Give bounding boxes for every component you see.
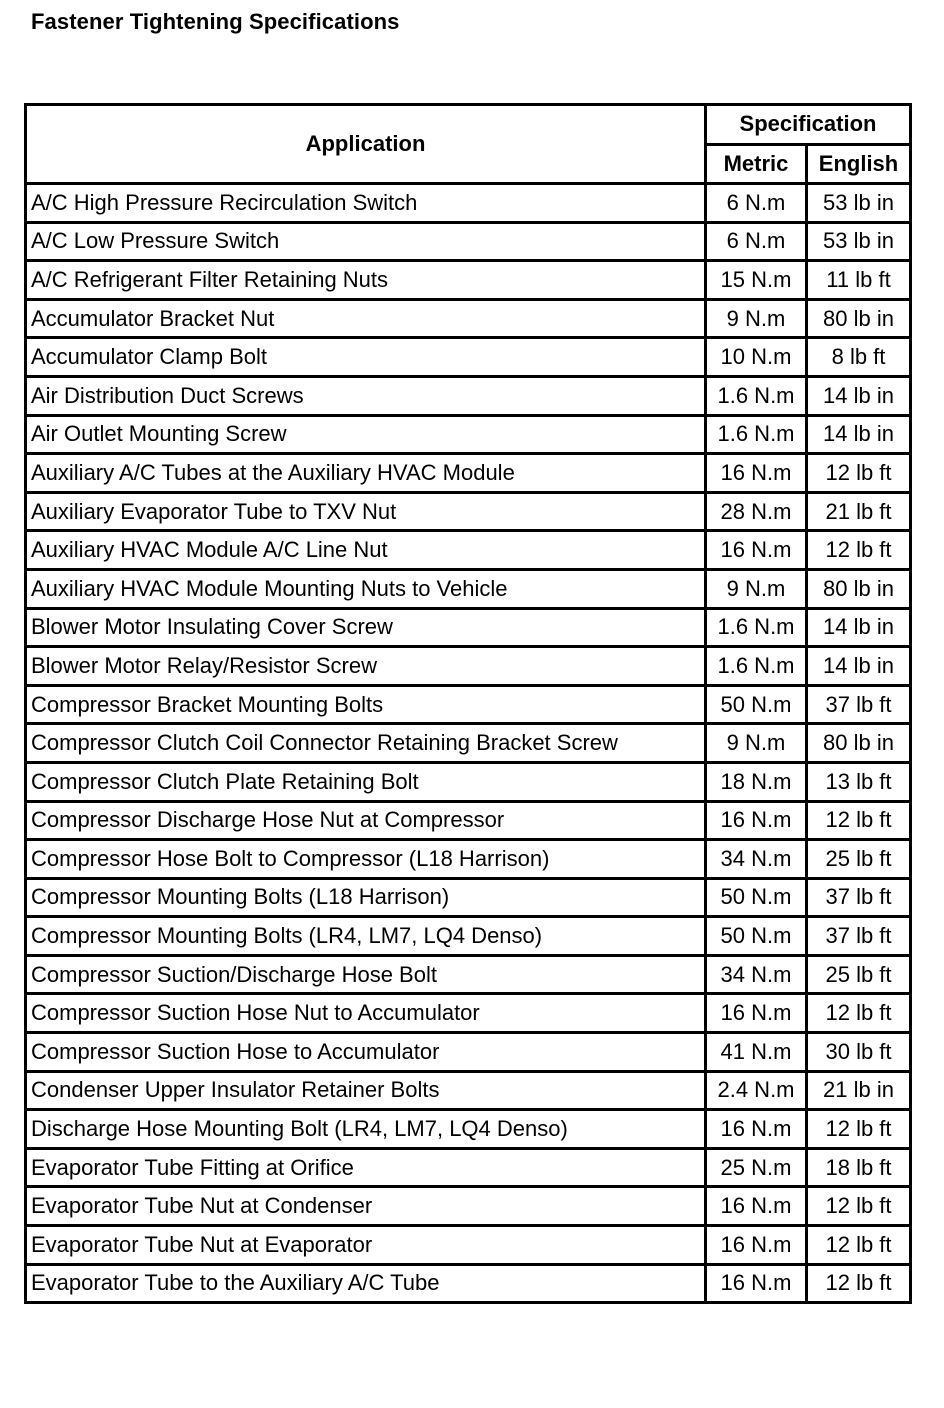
table-row xyxy=(26,647,911,686)
metric-cell: 50 N.m xyxy=(706,917,807,956)
application-cell: Auxiliary HVAC Module Mounting Nuts to Vehicle xyxy=(26,569,706,608)
table-row xyxy=(26,1033,911,1072)
english-header: English xyxy=(807,144,911,184)
metric-cell: 9 N.m xyxy=(706,724,807,763)
table-row xyxy=(26,840,911,879)
metric-cell: 16 N.m xyxy=(706,1110,807,1149)
table-row xyxy=(26,1110,911,1149)
page-title: Fastener Tightening Specifications xyxy=(31,9,400,34)
english-cell: 30 lb ft xyxy=(807,1033,911,1072)
application-cell: Air Distribution Duct Screws xyxy=(26,376,706,415)
metric-cell: 16 N.m xyxy=(706,801,807,840)
table-row xyxy=(26,801,911,840)
english-cell: 53 lb in xyxy=(807,222,911,261)
metric-cell: 2.4 N.m xyxy=(706,1071,807,1110)
english-cell: 21 lb in xyxy=(807,1071,911,1110)
application-cell: Air Outlet Mounting Screw xyxy=(26,415,706,454)
metric-cell: 16 N.m xyxy=(706,1187,807,1226)
english-cell: 12 lb ft xyxy=(807,1264,911,1303)
table-row xyxy=(26,878,911,917)
metric-cell: 18 N.m xyxy=(706,762,807,801)
application-cell: Evaporator Tube Nut at Condenser xyxy=(26,1187,706,1226)
english-cell: 37 lb ft xyxy=(807,878,911,917)
application-cell: Compressor Hose Bolt to Compressor (L18 Harrison) xyxy=(26,840,706,879)
metric-cell: 41 N.m xyxy=(706,1033,807,1072)
metric-cell: 16 N.m xyxy=(706,454,807,493)
english-cell: 80 lb in xyxy=(807,569,911,608)
table-row xyxy=(26,569,911,608)
english-cell: 13 lb ft xyxy=(807,762,911,801)
metric-cell: 6 N.m xyxy=(706,184,807,223)
table-row xyxy=(26,261,911,300)
application-cell: Accumulator Clamp Bolt xyxy=(26,338,706,377)
english-cell: 80 lb in xyxy=(807,724,911,763)
table-row xyxy=(26,955,911,994)
table-row xyxy=(26,1071,911,1110)
metric-cell: 1.6 N.m xyxy=(706,415,807,454)
english-cell: 25 lb ft xyxy=(807,955,911,994)
english-cell: 12 lb ft xyxy=(807,454,911,493)
english-cell: 14 lb in xyxy=(807,608,911,647)
application-cell: Auxiliary HVAC Module A/C Line Nut xyxy=(26,531,706,570)
application-cell: Compressor Clutch Plate Retaining Bolt xyxy=(26,762,706,801)
application-cell: Compressor Mounting Bolts (LR4, LM7, LQ4 Denso) xyxy=(26,917,706,956)
metric-cell: 16 N.m xyxy=(706,531,807,570)
english-cell: 11 lb ft xyxy=(807,261,911,300)
metric-cell: 50 N.m xyxy=(706,878,807,917)
metric-cell: 9 N.m xyxy=(706,299,807,338)
application-cell: Blower Motor Insulating Cover Screw xyxy=(26,608,706,647)
application-cell: Compressor Suction/Discharge Hose Bolt xyxy=(26,955,706,994)
table-row xyxy=(26,415,911,454)
metric-cell: 16 N.m xyxy=(706,994,807,1033)
english-cell: 14 lb in xyxy=(807,376,911,415)
fastener-spec-table xyxy=(24,103,912,1304)
english-cell: 18 lb ft xyxy=(807,1148,911,1187)
application-cell: Compressor Mounting Bolts (L18 Harrison) xyxy=(26,878,706,917)
table-row xyxy=(26,376,911,415)
table-row xyxy=(26,531,911,570)
application-cell: A/C High Pressure Recirculation Switch xyxy=(26,184,706,223)
metric-cell: 25 N.m xyxy=(706,1148,807,1187)
metric-cell: 34 N.m xyxy=(706,955,807,994)
table-row xyxy=(26,917,911,956)
metric-cell: 50 N.m xyxy=(706,685,807,724)
application-cell: Accumulator Bracket Nut xyxy=(26,299,706,338)
application-cell: Compressor Bracket Mounting Bolts xyxy=(26,685,706,724)
application-cell: Condenser Upper Insulator Retainer Bolts xyxy=(26,1071,706,1110)
application-cell: Auxiliary Evaporator Tube to TXV Nut xyxy=(26,492,706,531)
table-row xyxy=(26,1187,911,1226)
metric-cell: 6 N.m xyxy=(706,222,807,261)
table-row xyxy=(26,608,911,647)
table-row xyxy=(26,1148,911,1187)
application-cell: A/C Low Pressure Switch xyxy=(26,222,706,261)
table-row xyxy=(26,1264,911,1303)
application-cell: Compressor Discharge Hose Nut at Compressor xyxy=(26,801,706,840)
metric-cell: 16 N.m xyxy=(706,1264,807,1303)
table-row xyxy=(26,1226,911,1265)
english-cell: 12 lb ft xyxy=(807,531,911,570)
metric-cell: 15 N.m xyxy=(706,261,807,300)
table-row xyxy=(26,685,911,724)
english-cell: 8 lb ft xyxy=(807,338,911,377)
english-cell: 14 lb in xyxy=(807,647,911,686)
english-cell: 12 lb ft xyxy=(807,1110,911,1149)
english-cell: 14 lb in xyxy=(807,415,911,454)
table-row xyxy=(26,299,911,338)
metric-cell: 1.6 N.m xyxy=(706,647,807,686)
application-cell: Evaporator Tube Nut at Evaporator xyxy=(26,1226,706,1265)
application-cell: Compressor Clutch Coil Connector Retaining Bracket Screw xyxy=(26,724,706,763)
application-cell: Blower Motor Relay/Resistor Screw xyxy=(26,647,706,686)
english-cell: 37 lb ft xyxy=(807,917,911,956)
application-cell: Evaporator Tube Fitting at Orifice xyxy=(26,1148,706,1187)
english-cell: 25 lb ft xyxy=(807,840,911,879)
application-header: Application xyxy=(26,105,706,184)
metric-cell: 16 N.m xyxy=(706,1226,807,1265)
metric-cell: 28 N.m xyxy=(706,492,807,531)
application-cell: A/C Refrigerant Filter Retaining Nuts xyxy=(26,261,706,300)
table-row xyxy=(26,184,911,223)
table-header xyxy=(26,105,911,184)
metric-cell: 34 N.m xyxy=(706,840,807,879)
english-cell: 12 lb ft xyxy=(807,1187,911,1226)
table-row xyxy=(26,222,911,261)
english-cell: 12 lb ft xyxy=(807,801,911,840)
english-cell: 21 lb ft xyxy=(807,492,911,531)
metric-header: Metric xyxy=(706,144,807,184)
english-cell: 53 lb in xyxy=(807,184,911,223)
metric-cell: 9 N.m xyxy=(706,569,807,608)
table-row xyxy=(26,994,911,1033)
table-row xyxy=(26,454,911,493)
english-cell: 12 lb ft xyxy=(807,1226,911,1265)
table-row xyxy=(26,762,911,801)
table-row xyxy=(26,492,911,531)
metric-cell: 1.6 N.m xyxy=(706,608,807,647)
table-body xyxy=(26,184,911,1303)
english-cell: 12 lb ft xyxy=(807,994,911,1033)
english-cell: 37 lb ft xyxy=(807,685,911,724)
metric-cell: 10 N.m xyxy=(706,338,807,377)
table-row xyxy=(26,338,911,377)
metric-cell: 1.6 N.m xyxy=(706,376,807,415)
specification-header: Specification xyxy=(706,105,911,145)
application-cell: Auxiliary A/C Tubes at the Auxiliary HVAC Module xyxy=(26,454,706,493)
application-cell: Discharge Hose Mounting Bolt (LR4, LM7, LQ4 Denso) xyxy=(26,1110,706,1149)
application-cell: Evaporator Tube to the Auxiliary A/C Tube xyxy=(26,1264,706,1303)
table-row xyxy=(26,724,911,763)
application-cell: Compressor Suction Hose Nut to Accumulator xyxy=(26,994,706,1033)
english-cell: 80 lb in xyxy=(807,299,911,338)
application-cell: Compressor Suction Hose to Accumulator xyxy=(26,1033,706,1072)
